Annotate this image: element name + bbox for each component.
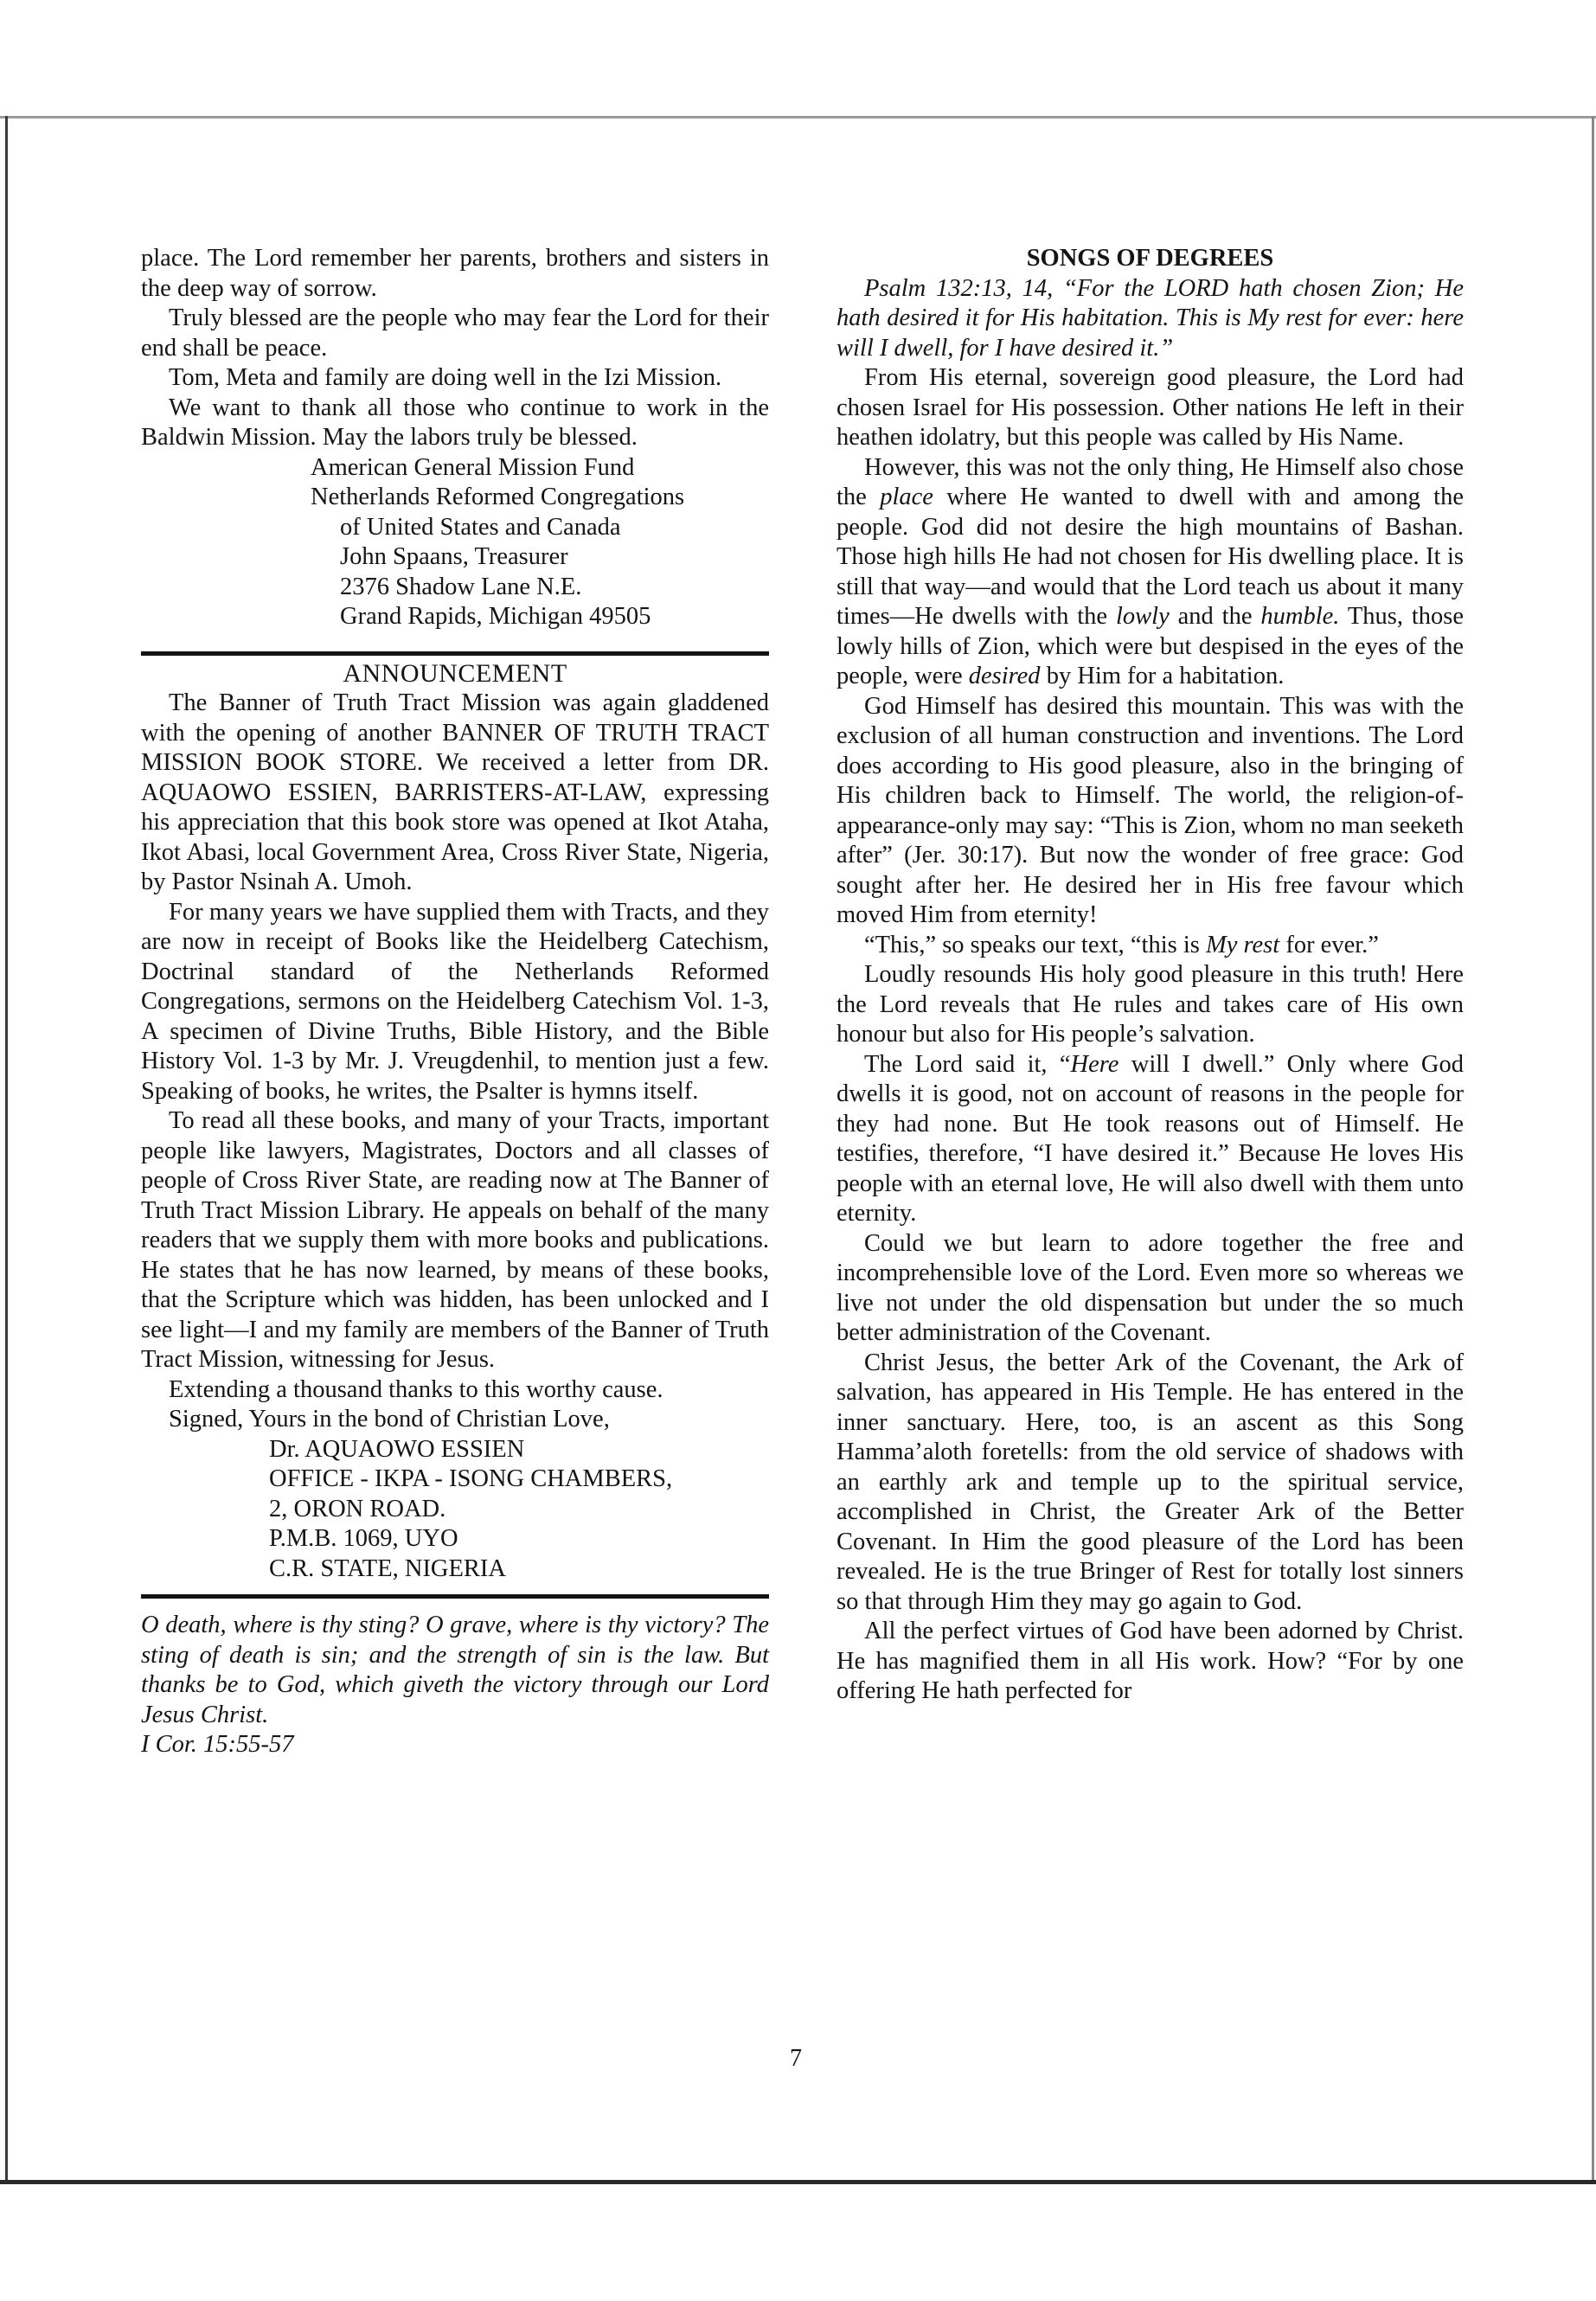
paragraph: From His eternal, sovereign good pleasure, the Lord had chosen Israel for His possession. Other nations He left in their heathen idolatry, but this people was called by His Name.: [836, 364, 1464, 451]
paragraph: The Banner of Truth Tract Mission was again gladdened with the opening of another BANNER OF TRUTH TRACT MISSION BOOK STORE. We received a letter from DR. AQUAOWO ESSIEN, BARRISTERS-AT-LAW, expressing his appreciation that this book store was opened at Ikot Ataha, Ikot Abasi, local Government Area, Cross River State, Nigeria, by Pastor Nsinah A. Umoh.: [141, 689, 769, 895]
emphasis: place: [880, 484, 933, 510]
paragraph: Tom, Meta and family are doing well in the Izi Mission.: [169, 364, 722, 391]
paragraph: We want to thank all those who continue to work in the Baldwin Mission. May the labors truly be blessed.: [141, 394, 769, 451]
paragraph: Truly blessed are the people who may fear the Lord for their end shall be peace.: [141, 304, 769, 362]
text-run: The Lord said it, “: [864, 1050, 1071, 1078]
psalm-text-quote: Psalm 132:13, 14, “For the LORD hath chosen Zion; He hath desired it for His habitation. This is My rest for ever: here will I dwell, for I have desired it.”: [836, 274, 1464, 362]
scripture-reference: I Cor. 15:55-57: [141, 1731, 294, 1758]
scan-edge-right: [1592, 116, 1594, 2183]
signature-line: P.M.B. 1069, UYO: [269, 1525, 458, 1552]
signature-block: [269, 1435, 769, 1585]
paragraph: Christ Jesus, the better Ark of the Covenant, the Ark of salvation, has appeared in His Temple. He has entered in the inner sanctuary. Here, too, is an ascent as this Song Hamma’aloth foretells: from the old service of shadows with an earthly ark and temple up to the spiritual service, accomplished in Christ, the Greater Ark of the Better Covenant. In Him the good pleasure of the Lord has been revealed. He is the true Bringer of Rest for totally lost sinners so that through Him they may go again to God.: [836, 1349, 1464, 1615]
text-run: However, this was not the only thing, He Himself also chose the: [836, 453, 1464, 510]
address-line: Netherlands Reformed Congregations: [311, 484, 685, 510]
paragraph: [836, 1050, 1464, 1229]
address-line: 2376 Shadow Lane N.E.: [340, 573, 582, 600]
right-column: [836, 244, 1464, 1707]
emphasis: lowly: [1115, 603, 1170, 630]
paragraph: place. The Lord remember her parents, brothers and sisters in the deep way of sorrow.: [141, 245, 769, 302]
paragraph: [836, 453, 1464, 692]
section-divider: [141, 1594, 769, 1599]
paragraph: Signed, Yours in the bond of Christian Love,: [169, 1406, 610, 1433]
address-line: Grand Rapids, Michigan 49505: [340, 603, 651, 630]
text-run: and the: [1169, 603, 1261, 630]
announcement-heading: ANNOUNCEMENT: [343, 658, 567, 688]
paragraph: Could we but learn to adore together the free and incomprehensible love of the Lord. Even more so whereas we live not under the old dispensation but under the so much better administration of the Covenant.: [836, 1229, 1464, 1346]
text-run: where He wanted to dwell with and among the people. God did not desire the high mountains of Bashan. Those high hills He had not chosen for His dwelling place. It is still that way—and would that the Lord teach us about it many times—He dwells with the: [836, 484, 1464, 630]
signature-line: C.R. STATE, NIGERIA: [269, 1554, 507, 1582]
paragraph: All the perfect virtues of God have been adorned by Christ. He has magnified them in all His work. How? “For by one offering He hath perfected for: [836, 1618, 1464, 1704]
signature-line: OFFICE - IKPA - ISONG CHAMBERS,: [269, 1465, 673, 1492]
paragraph: [836, 931, 1464, 961]
paragraph: God Himself has desired this mountain. This was with the exclusion of all human construction and inventions. The Lord does according to His good pleasure, also in the bringing of His children back to Himself. The world, the religion-of-appearance-only may say: “This is Zion, whom no man seeketh after” (Jer. 30:17). But now the wonder of free grace: God sought after her. He desired her in His free favour which moved Him from eternity!: [836, 692, 1464, 928]
scan-edge-bottom: [0, 2180, 1596, 2184]
text-run: by Him for a habitation.: [1040, 663, 1285, 689]
section-divider: [141, 651, 769, 656]
text-run: “This,” so speaks our text, “this is: [864, 931, 1206, 958]
songs-of-degrees-heading: SONGS OF DEGREES: [1026, 245, 1274, 272]
text-run: for ever.”: [1279, 931, 1379, 958]
left-column: [141, 244, 769, 1760]
address-line: of United States and Canada: [340, 513, 621, 541]
address-line: John Spaans, Treasurer: [340, 543, 568, 570]
page-number: 7: [790, 2045, 802, 2072]
signature-line: 2, ORON ROAD.: [269, 1495, 446, 1522]
scan-edge-top: [0, 116, 1596, 119]
paragraph: Extending a thousand thanks to this worthy cause.: [169, 1375, 663, 1403]
emphasis: My rest: [1205, 931, 1280, 958]
signature-line: Dr. AQUAOWO ESSIEN: [269, 1435, 525, 1463]
text-run: will I dwell.” Only where God dwells it is good, not on account of reasons in the people for they had none. But He took reasons out of Himself. He testifies, therefore, “I have desired it.” Because He loves His people with an eternal love, He will also dwell with them unto eternity.: [836, 1050, 1465, 1227]
text-run: Thus, those lowly hills of Zion, which were but despised in the eyes of the people, were: [836, 603, 1465, 689]
scripture-quote: O death, where is thy sting? O grave, where is thy victory? The sting of death is sin; and the strength of sin is the law. But thanks be to God, which giveth the victory through our Lord Jesus Christ.: [141, 1612, 769, 1728]
scan-edge-left: [5, 116, 8, 2183]
emphasis: Here: [1070, 1050, 1119, 1078]
paragraph: To read all these books, and many of your Tracts, important people like lawyers, Magistrates, Doctors and all classes of people of Cross River State, are reading now at The Banner of Truth Tract Mission Library. He appeals on behalf of the many readers that we supply them with more books and publications. He states that he has now learned, by means of these books, that the Scripture which was hidden, has been unlocked and I see light—I and my family are members of the Banner of Truth Tract Mission, witnessing for Jesus.: [141, 1107, 769, 1373]
address-line: American General Mission Fund: [311, 453, 635, 481]
paragraph: Loudly resounds His holy good pleasure in this truth! Here the Lord reveals that He rules and takes care of His own honour but also for His people’s salvation.: [836, 961, 1464, 1048]
emphasis: humble.: [1260, 603, 1340, 630]
emphasis: desired: [968, 663, 1041, 689]
paragraph: For many years we have supplied them with Tracts, and they are now in receipt of Books like the Heidelberg Catechism, Doctrinal standard of the Netherlands Reformed Congregations, sermons on the Heidelberg Catechism Vol. 1-3, A specimen of Divine Truths, Bible History, and the Bible History Vol. 1-3 by Mr. J. Vreugdenhil, to mention just a few. Speaking of books, he writes, the Psalter is hymns itself.: [141, 898, 769, 1105]
mission-fund-address: [311, 453, 769, 632]
